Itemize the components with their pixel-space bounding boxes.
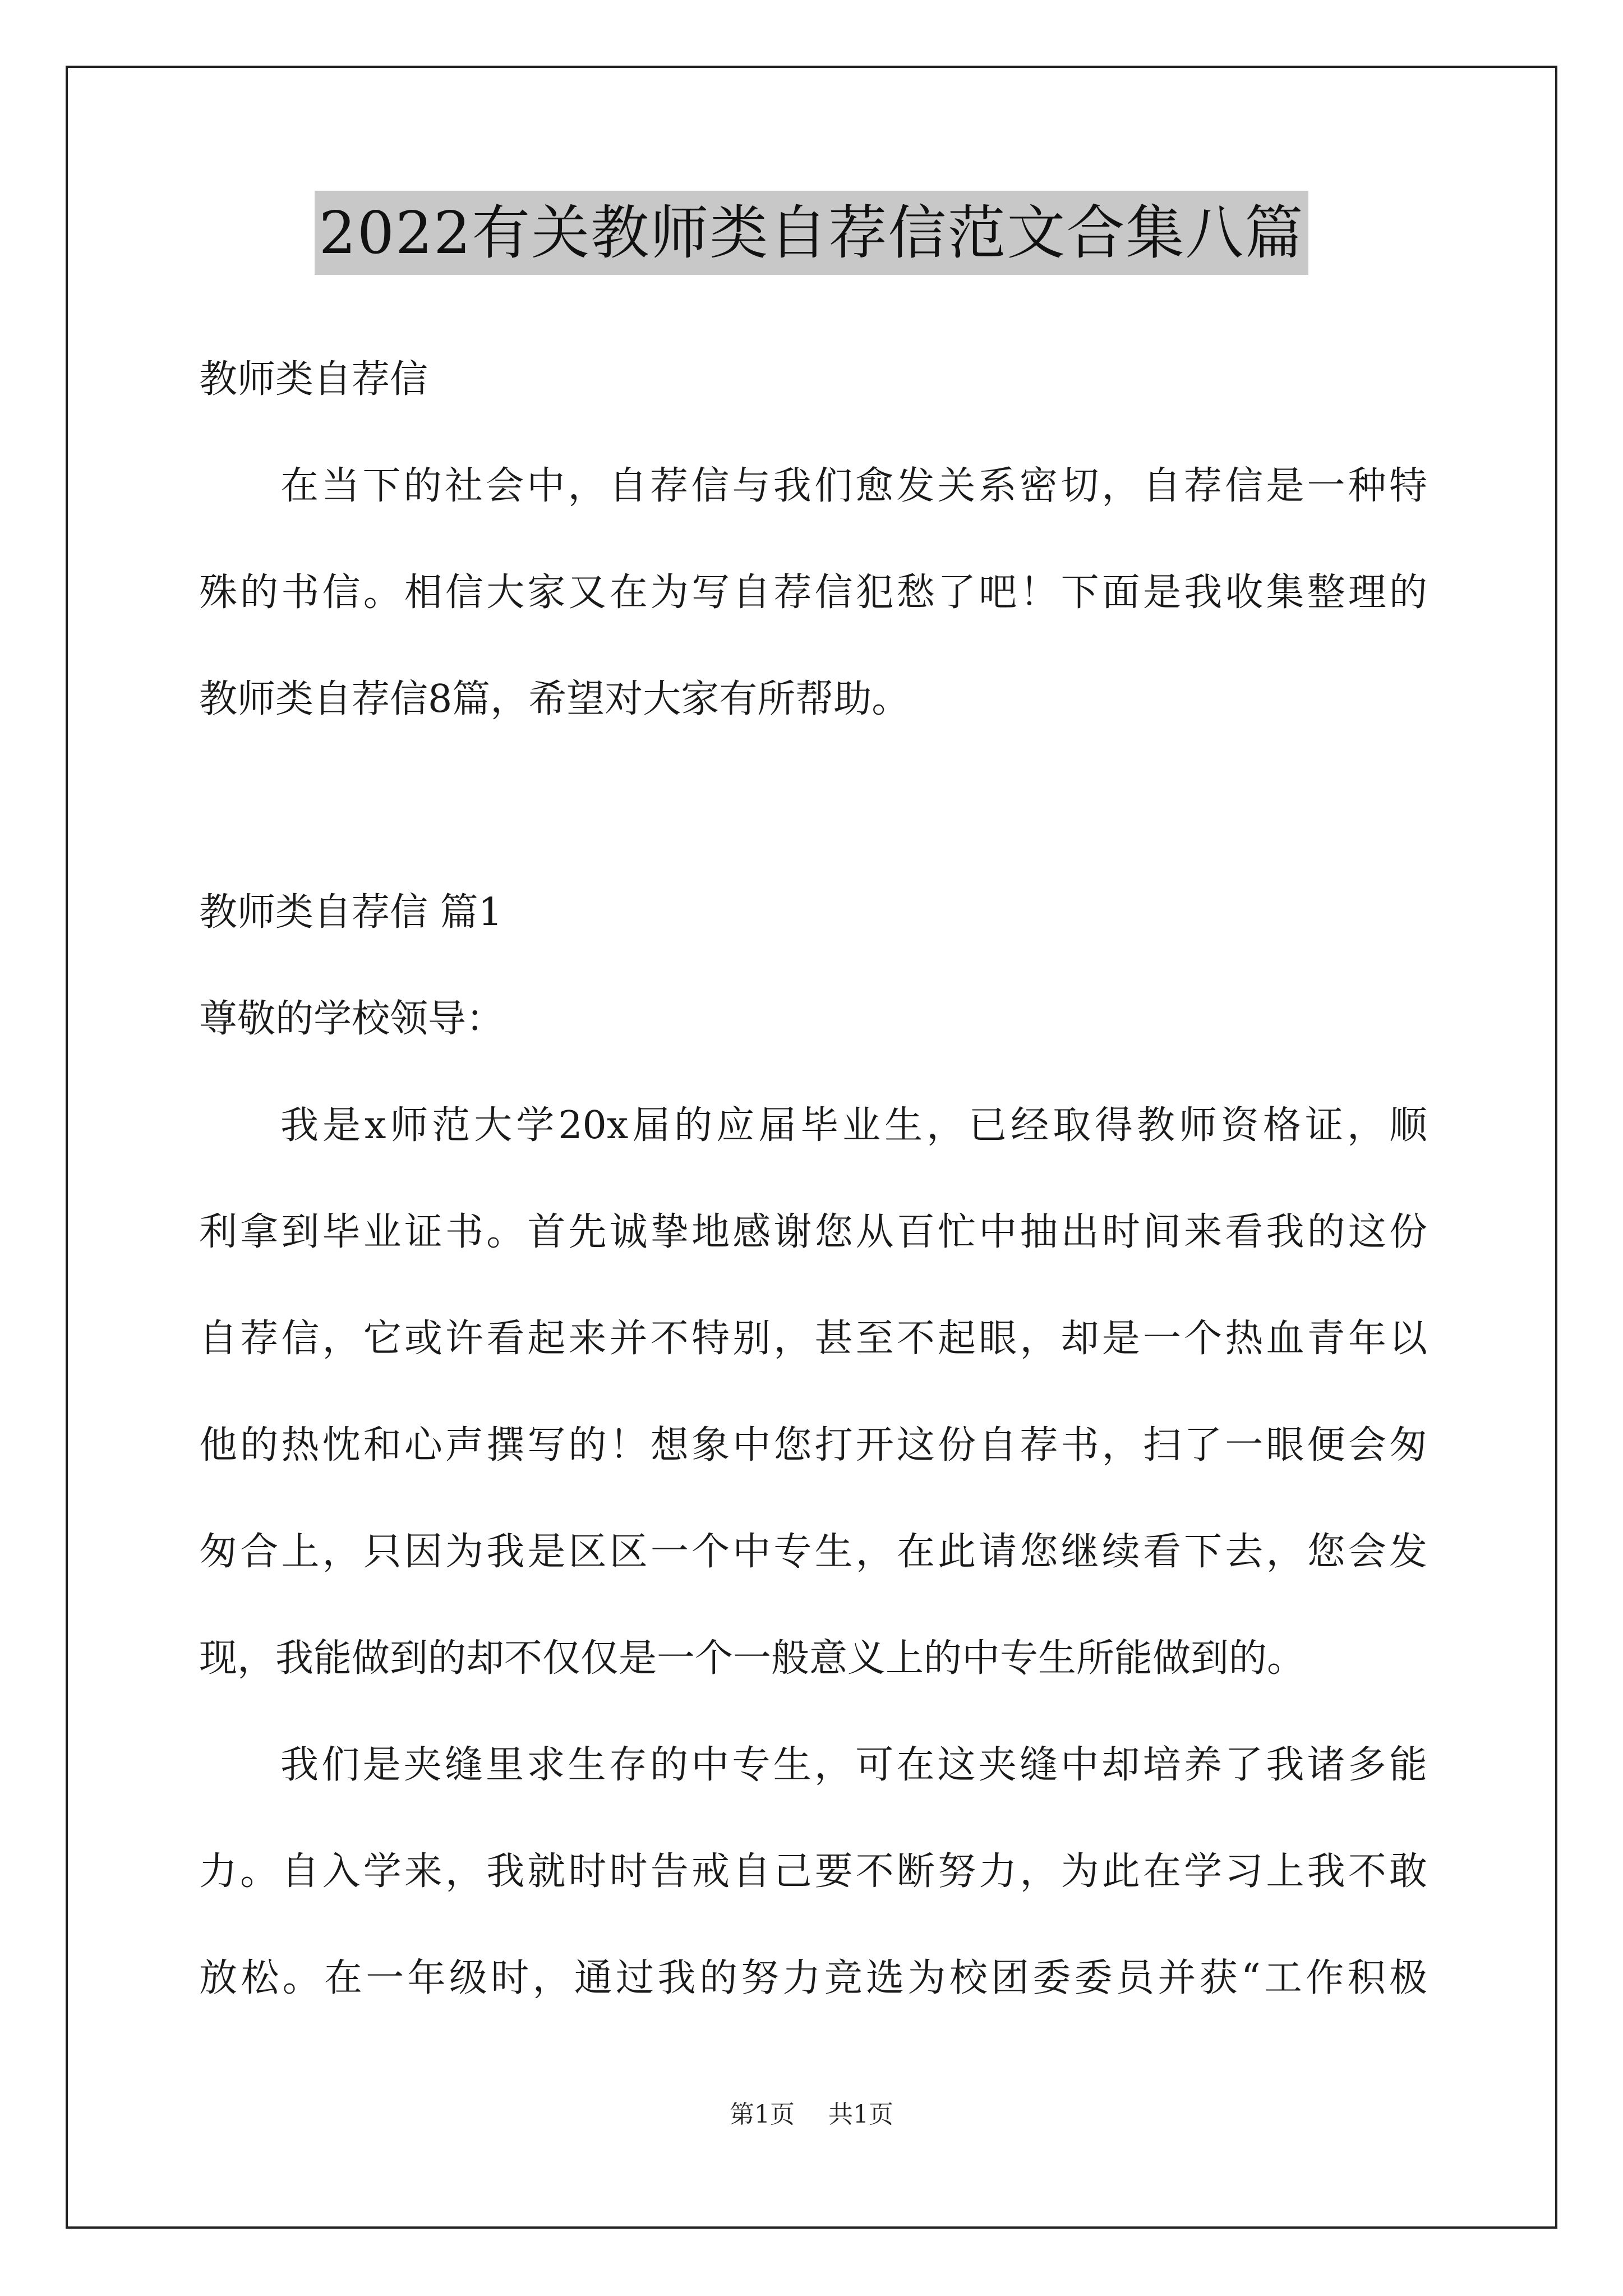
section-heading: 教师类自荐信 篇1 — [199, 890, 502, 935]
paragraph-line: 他的热忱和心声撰写的！想象中您打开这份自荐书，扫了一眼便会匆 — [199, 1423, 1427, 1467]
paragraph-line: 我们是夹缝里求生存的中专生，可在这夹缝中却培养了我诸多能 — [280, 1743, 1427, 1787]
document-title: 2022有关教师类自荐信范文合集八篇 — [315, 191, 1309, 275]
paragraph-line: 利拿到毕业证书。首先诚挚地感谢您从百忙中抽出时间来看我的这份 — [199, 1210, 1427, 1254]
page-number-current: 第1页 — [730, 2100, 795, 2129]
title-container — [0, 191, 1623, 275]
paragraph-line: 放松。在一年级时，通过我的努力竞选为校团委委员并获“工作积极 — [199, 1956, 1427, 2000]
page-number-total: 共1页 — [828, 2100, 893, 2129]
paragraph-line: 自荐信，它或许看起来并不特别，甚至不起眼，却是一个热血青年以 — [199, 1317, 1427, 1361]
paragraph-line: 我是x师范大学20x届的应届毕业生，已经取得教师资格证，顺 — [280, 1103, 1427, 1148]
intro-heading: 教师类自荐信 — [199, 357, 428, 402]
paragraph-line: 现，我能做到的却不仅仅是一个一般意义上的中专生所能做到的。 — [199, 1636, 1306, 1681]
paragraph-line: 力。自入学来，我就时时告戒自己要不断努力，为此在学习上我不敢 — [199, 1849, 1427, 1894]
intro-line: 殊的书信。相信大家又在为写自荐信犯愁了吧！下面是我收集整理的 — [199, 570, 1427, 615]
salutation: 尊敬的学校领导： — [199, 997, 505, 1041]
paragraph-line: 匆合上，只因为我是区区一个中专生，在此请您继续看下去，您会发 — [199, 1530, 1427, 1574]
page-footer — [0, 2098, 1623, 2132]
intro-line: 在当下的社会中，自荐信与我们愈发关系密切，自荐信是一种特 — [280, 464, 1427, 508]
intro-line: 教师类自荐信8篇，希望对大家有所帮助。 — [199, 677, 910, 721]
